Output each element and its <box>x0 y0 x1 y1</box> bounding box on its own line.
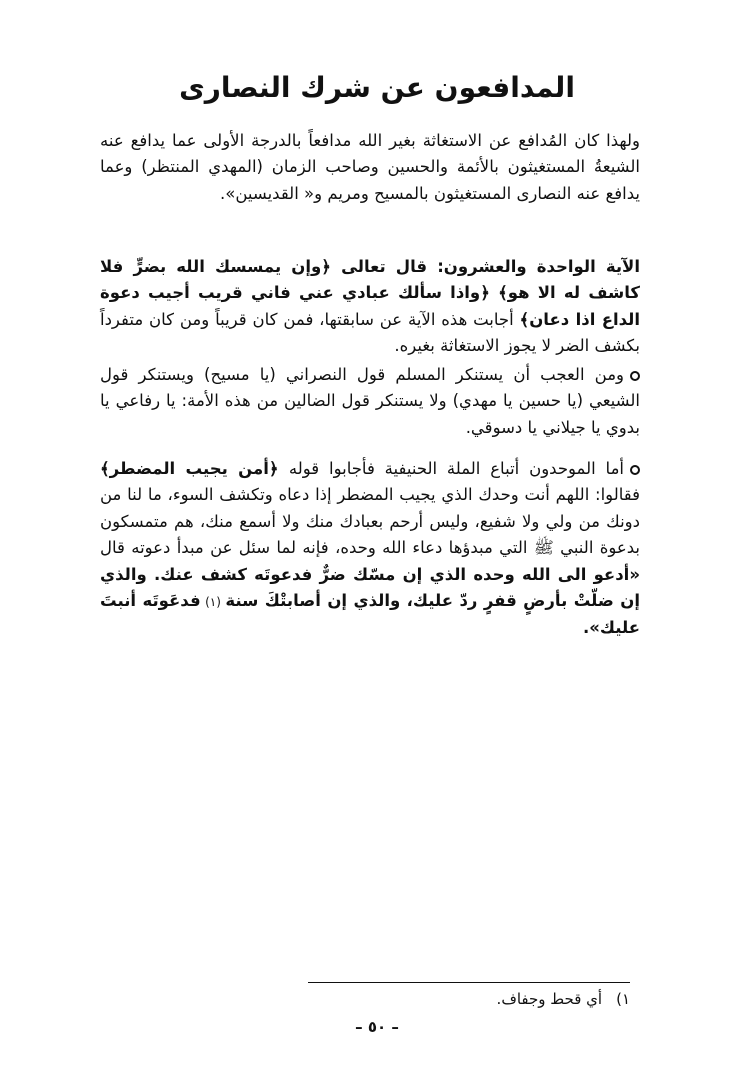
footnote-text: أي قحط وجفاف. <box>496 990 603 1008</box>
bullet-circle-icon <box>630 371 640 381</box>
paragraph-body: فقالوا: اللهم أنت وحدك الذي يجيب المضطر إذا دعاه وتكشف السوء، ما لنا من دونك من ولي ولا شفيع، وليس أرحم بعبادك منك ولا أسمع منك، هم متمسكون بدعوة النبي ﷺ التي مبدؤها دعاء الله وحده، فإنه لما سئل عن مبدأ دعوته قال <box>100 485 640 558</box>
page-title: المدافعون عن شرك النصارى <box>179 71 575 104</box>
quran-verse: ﴿وإن يمسسك الله بضرٍّ فلا كاشف له الا هو﴾ <box>100 257 640 303</box>
paragraph-verse-21 <box>100 254 640 360</box>
paragraph-wonder <box>100 362 640 441</box>
paragraph-text: ولهذا كان المُدافع عن الاستغاثة بغير الله مدافعاً بالدرجة الأولى عما يدافع عنه الشيعةُ المستغيثون بالأئمة والحسين وصاحب الزمان (المهدي المنتظر) وعما يدافع عنه النصارى المستغيثون بالمسيح ومريم و« القديسين». <box>100 131 640 203</box>
page-number: – ٥٠ – <box>355 1018 399 1036</box>
hadith-quote-end: فدعَوتَه أنبتَ عليك». <box>100 591 640 638</box>
verse-heading: الآية الواحدة والعشرون: قال تعالى <box>341 257 640 276</box>
hadith-quote: «أدعو الى الله وحده الذي إن مسّك ضرٌّ فدعوتَه كشف عنك. والذي إن ضلّتْ بأرضٍ قفرٍ ردّ عليك، والذي إن أصابتْكَ سنة <box>100 564 640 611</box>
paragraph-text <box>100 362 640 441</box>
paragraph-body: أجابت هذه الآية عن سابقتها، فمن كان قريباً ومن كان متفرداً بكشف الضر لا يجوز الاستغاثة بغيره. <box>100 309 640 356</box>
bullet-circle-icon <box>630 465 640 475</box>
paragraph-body: ومن العجب أن يستنكر المسلم قول النصراني (يا مسيح) ويستنكر قول الشيعي (يا حسين يا مهدي) ولا يستنكر قول الضالين من هذه الأمة: يا رفاعي يا بدوي يا جيلاني يا دسوقي. <box>100 365 640 437</box>
paragraph-intro <box>100 128 640 207</box>
footnote-number: ١) <box>616 990 630 1008</box>
footnote-reference: (١) <box>200 595 226 610</box>
paragraph-lead: أما الموحدون أتباع الملة الحنيفية فأجابوا قوله <box>288 459 624 478</box>
quran-verse: ﴿أمن يجيب المضطر﴾ <box>100 459 289 478</box>
paragraph-monotheists <box>100 456 640 642</box>
footnote <box>308 988 630 1010</box>
paragraph-text <box>100 456 640 642</box>
paragraph-text <box>100 254 640 360</box>
footnote-divider <box>308 982 630 983</box>
quran-verse: ﴿واذا سألك عبادي عني فاني قريب أجيب دعوة الداع اذا دعان﴾ <box>100 283 640 329</box>
